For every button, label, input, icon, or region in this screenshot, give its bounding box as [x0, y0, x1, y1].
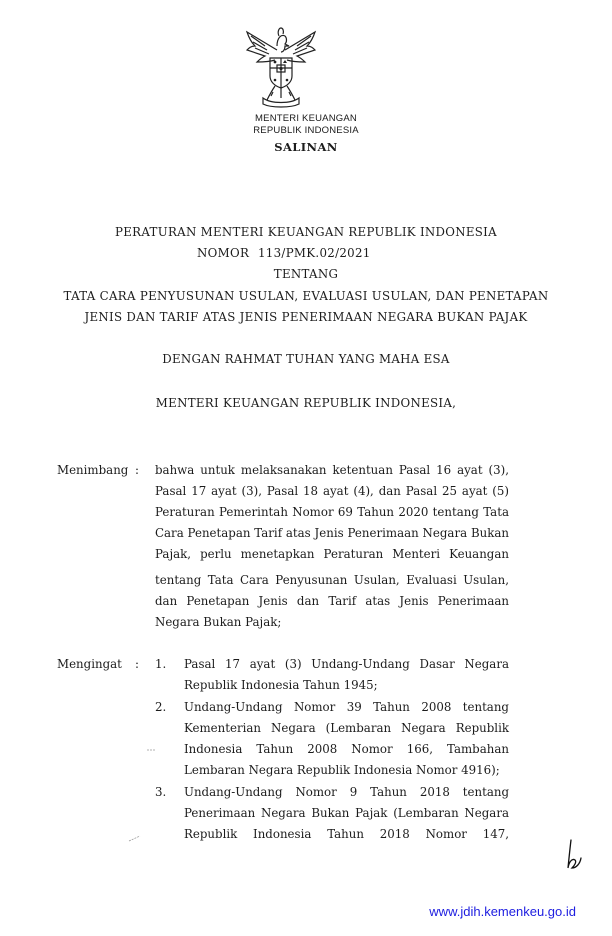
list-line: Kementerian Negara (Lembaran Negara Republik: [184, 721, 509, 735]
list-line: Undang-Undang Nomor 39 Tahun 2008 tentang: [184, 700, 509, 714]
initial-signature-icon: [562, 838, 586, 872]
menimbang-colon: :: [135, 463, 139, 477]
list-line: Lembaran Negara Republik Indonesia Nomor 4916);: [184, 763, 500, 777]
subject-line-2: JENIS DAN TARIF ATAS JENIS PENERIMAAN NEGARA BUKAN PAJAK: [84, 310, 528, 324]
menimbang-line: bahwa untuk melaksanakan ketentuan Pasal 16 ayat (3),: [155, 463, 509, 477]
menimbang-line: Cara Penetapan Tarif atas Jenis Penerimaan Negara Bukan: [155, 526, 509, 540]
footer-url-link[interactable]: www.jdih.kemenkeu.go.id: [429, 904, 576, 919]
blessing-line: DENGAN RAHMAT TUHAN YANG MAHA ESA: [162, 352, 450, 366]
list-line: Penerimaan Negara Bukan Pajak (Lembaran Negara: [184, 806, 509, 820]
list-number: 1.: [155, 657, 167, 671]
garuda-emblem-icon: [241, 24, 321, 108]
regulation-number-value: 113/PMK.02/2021: [258, 246, 371, 260]
scan-mark-icon: [146, 748, 156, 752]
list-line: Indonesia Tahun 2008 Nomor 166, Tambahan: [184, 742, 509, 756]
menimbang-label: Menimbang: [57, 463, 129, 477]
list-line: Undang-Undang Nomor 9 Tahun 2018 tentang: [184, 785, 509, 799]
menimbang-line: dan Penetapan Jenis dan Tarif atas Jenis Penerimaan: [155, 594, 509, 608]
salinan-stamp: SALINAN: [274, 140, 338, 154]
list-line: Republik Indonesia Tahun 1945;: [184, 678, 378, 692]
list-number: 3.: [155, 785, 167, 799]
menimbang-line: tentang Tata Cara Penyusunan Usulan, Evaluasi Usulan,: [155, 573, 509, 587]
menimbang-line: Negara Bukan Pajak;: [155, 615, 282, 629]
list-line: Pasal 17 ayat (3) Undang-Undang Dasar Negara: [184, 657, 509, 671]
ministry-line-1: MENTERI KEUANGAN: [255, 113, 357, 124]
ministry-line-2: REPUBLIK INDONESIA: [253, 125, 359, 136]
tentang-label: TENTANG: [273, 267, 339, 281]
menimbang-line: Pajak, perlu menetapkan Peraturan Menteri Keuangan: [155, 547, 509, 561]
list-line: Republik Indonesia Tahun 2018 Nomor 147,: [184, 827, 509, 841]
menimbang-line: Peraturan Pemerintah Nomor 69 Tahun 2020 tentang Tata: [155, 505, 509, 519]
subject-line-1: TATA CARA PENYUSUNAN USULAN, EVALUASI USULAN, DAN PENETAPAN: [63, 289, 549, 303]
mengingat-label: Mengingat: [57, 657, 122, 671]
list-number: 2.: [155, 700, 167, 714]
regulation-title: PERATURAN MENTERI KEUANGAN REPUBLIK INDONESIA: [115, 225, 497, 239]
regulation-number-label: NOMOR: [197, 246, 250, 260]
issuer-line: MENTERI KEUANGAN REPUBLIK INDONESIA,: [155, 396, 457, 410]
scan-mark-icon: [128, 834, 142, 842]
mengingat-colon: :: [135, 657, 139, 671]
menimbang-line: Pasal 17 ayat (3), Pasal 18 ayat (4), dan Pasal 25 ayat (5): [155, 484, 509, 498]
